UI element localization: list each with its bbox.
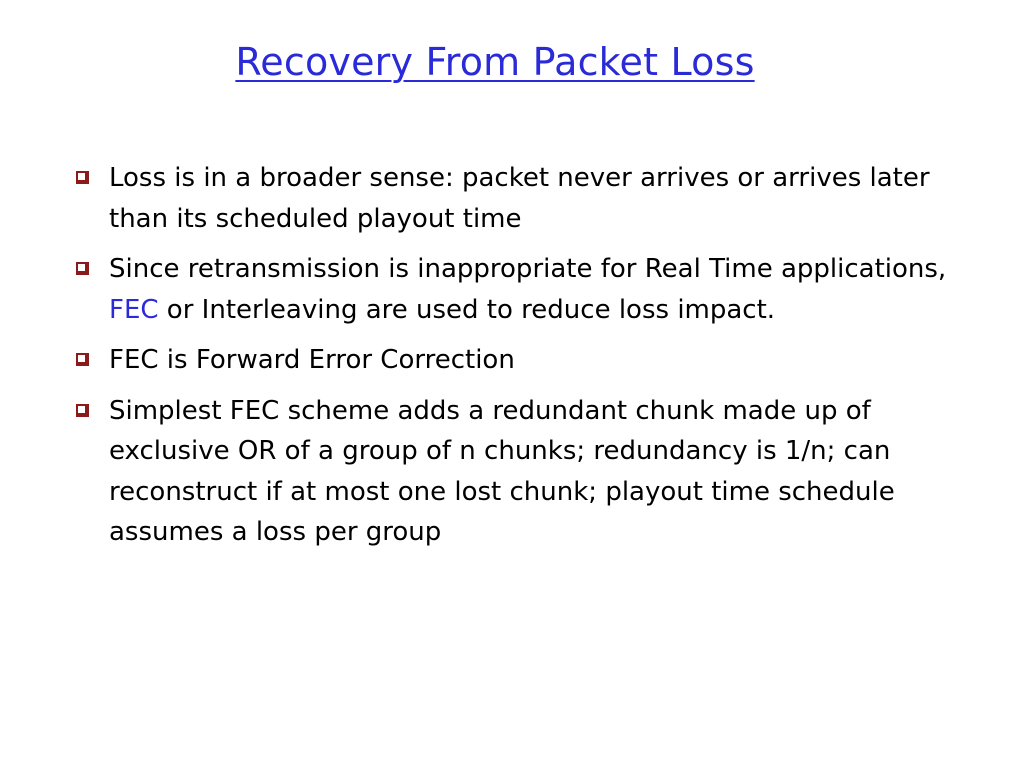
bullet-item <box>72 391 952 553</box>
bullet-text-before: Since retransmission is inappropriate for Real Time applications, <box>109 254 947 284</box>
bullet-list <box>72 158 952 563</box>
bullet-square-icon <box>76 404 89 417</box>
fec-highlight: FEC <box>109 294 159 325</box>
bullet-item <box>72 158 952 239</box>
bullet-text: Simplest FEC scheme adds a redundant chunk made up of exclusive OR of a group of n chunks; redundancy is 1/n; can reconstruct if at most one lost chunk; playout time schedule assumes a loss per group <box>109 395 895 547</box>
bullet-text: FEC is Forward Error Correction <box>109 345 515 375</box>
bullet-square-icon <box>76 353 89 366</box>
bullet-item <box>72 249 952 330</box>
bullet-text-after: or Interleaving are used to reduce loss impact. <box>158 294 776 325</box>
bullet-square-icon <box>76 262 89 275</box>
bullet-text: Loss is in a broader sense: packet never arrives or arrives later than its scheduled playout time <box>109 163 930 234</box>
bullet-square-icon <box>76 171 89 184</box>
slide-title: Recovery From Packet Loss <box>235 40 755 84</box>
bullet-item <box>72 340 952 381</box>
